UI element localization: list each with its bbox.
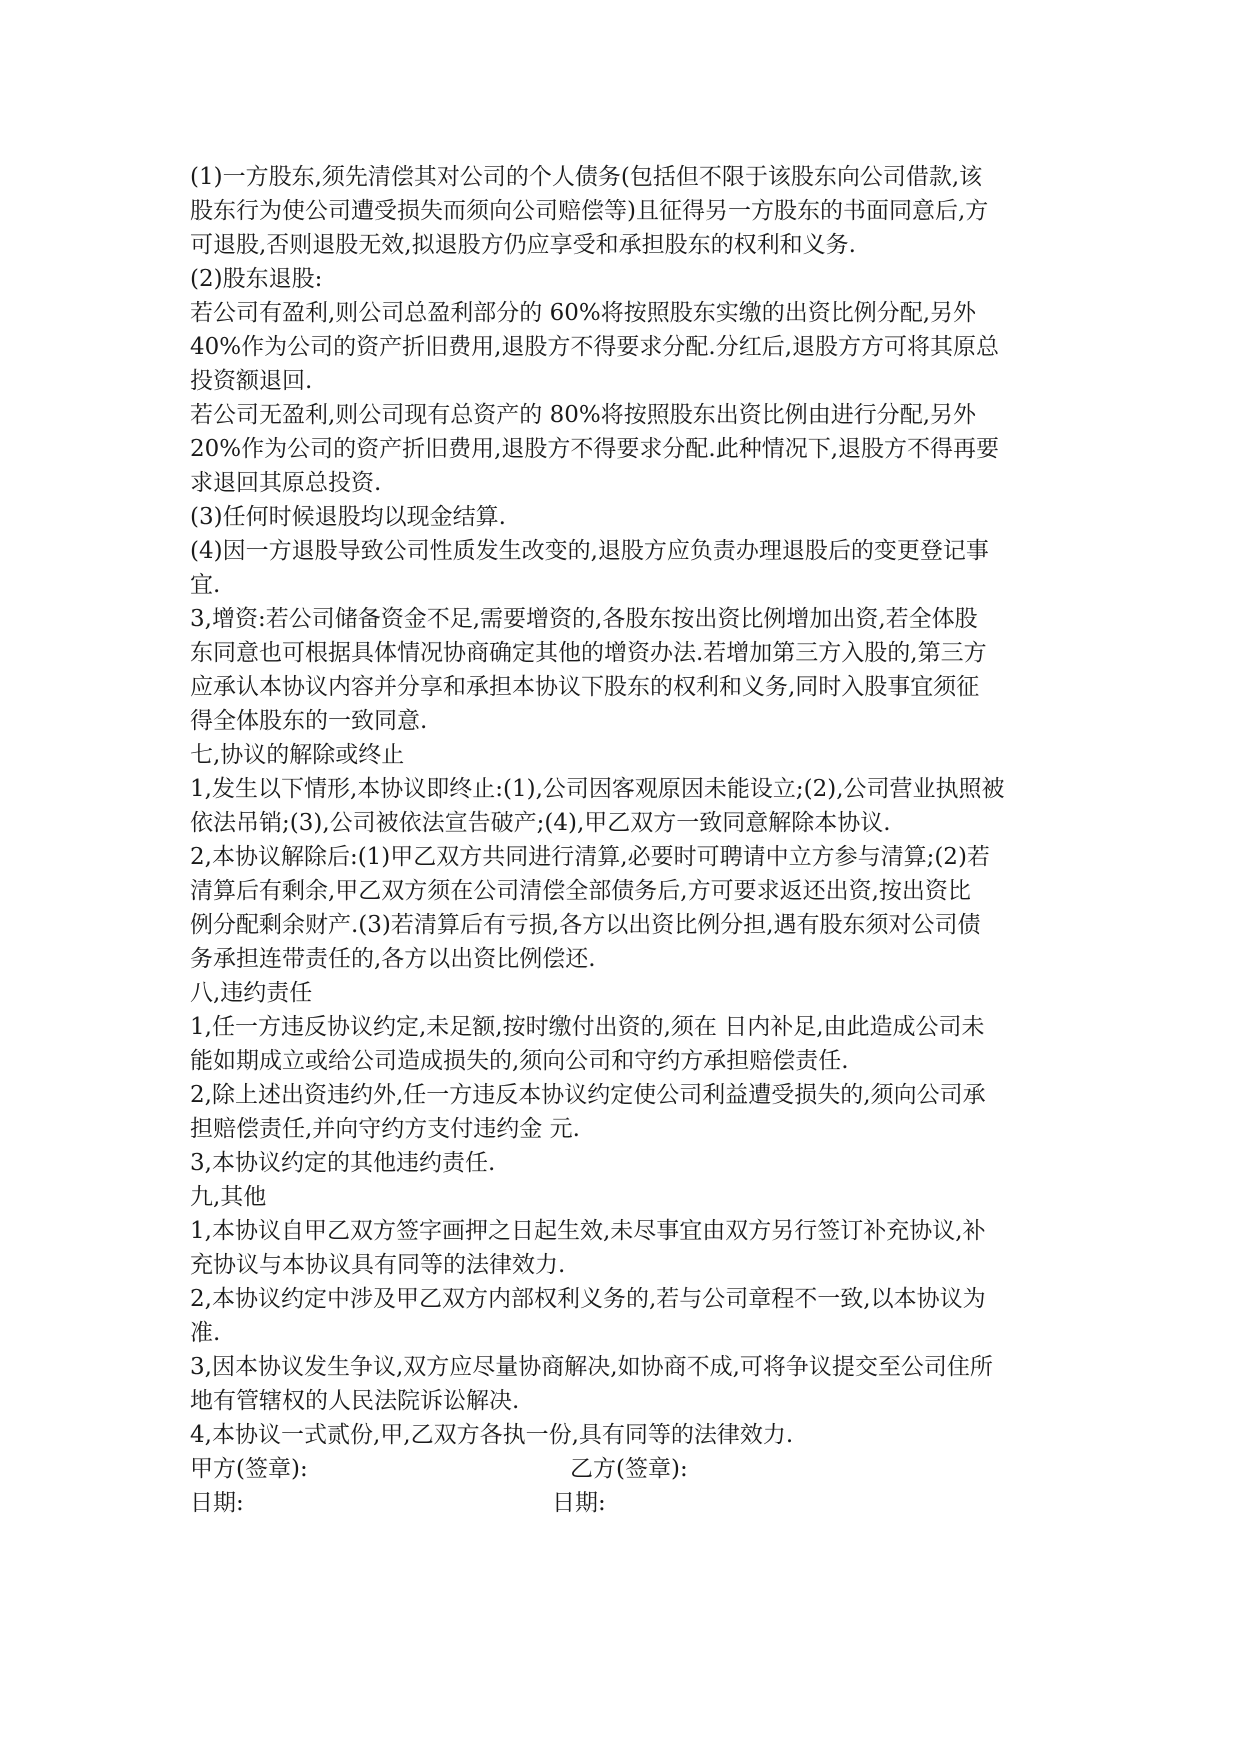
text-line: 准.: [190, 1320, 221, 1346]
party-a-signature-label: 甲方(签章):: [190, 1456, 308, 1482]
section-heading: 七,协议的解除或终止: [190, 742, 405, 768]
text-line: 2,除上述出资违约外,任一方违反本协议约定使公司利益遭受损失的,须向公司承: [190, 1082, 986, 1108]
text-line: 股东行为使公司遭受损失而须向公司赔偿等)且征得另一方股东的书面同意后,方: [190, 198, 989, 224]
signature-row: [190, 1452, 1070, 1486]
text-line: 宜.: [190, 572, 221, 598]
party-a-date-label: 日期:: [190, 1490, 244, 1516]
text-line: (1)一方股东,须先清偿其对公司的个人债务(包括但不限于该股东向公司借款,该: [190, 164, 983, 190]
text-line: 3,增资:若公司储备资金不足,需要增资的,各股东按出资比例增加出资,若全体股: [190, 606, 978, 632]
text-line: 东同意也可根据具体情况协商确定其他的增资办法.若增加第三方入股的,第三方: [190, 640, 987, 666]
section-heading: 八,违约责任: [190, 980, 313, 1006]
text-line: 2,本协议解除后:(1)甲乙双方共同进行清算,必要时可聘请中立方参与清算;(2)若: [190, 844, 990, 870]
text-line: 可退股,否则退股无效,拟退股方仍应享受和承担股东的权利和义务.: [190, 232, 856, 258]
text-line: 充协议与本协议具有同等的法律效力.: [190, 1252, 566, 1278]
text-line: 若公司有盈利,则公司总盈利部分的 60%将按照股东实缴的出资比例分配,另外: [190, 300, 977, 326]
text-line: 务承担连带责任的,各方以出资比例偿还.: [190, 946, 596, 972]
text-line: 1,任一方违反协议约定,未足额,按时缴付出资的,须在 日内补足,由此造成公司未: [190, 1014, 985, 1040]
text-line: (3)任何时候退股均以现金结算.: [190, 504, 506, 530]
text-line: 1,发生以下情形,本协议即终止:(1),公司因客观原因未能设立;(2),公司营业执照被: [190, 776, 1005, 802]
date-row: [190, 1486, 1070, 1520]
text-line: 地有管辖权的人民法院诉讼解决.: [190, 1388, 520, 1414]
text-line: 3,因本协议发生争议,双方应尽量协商解决,如协商不成,可将争议提交至公司住所: [190, 1354, 993, 1380]
document-body: [190, 160, 1070, 1520]
party-b-date-label: 日期:: [552, 1490, 606, 1516]
section-heading: 九,其他: [190, 1184, 267, 1210]
text-line: 例分配剩余财产.(3)若清算后有亏损,各方以出资比例分担,遇有股东须对公司债: [190, 912, 981, 938]
text-line: 40%作为公司的资产折旧费用,退股方不得要求分配.分红后,退股方方可将其原总: [190, 334, 1000, 360]
text-line: 3,本协议约定的其他违约责任.: [190, 1150, 496, 1176]
text-line: 清算后有剩余,甲乙双方须在公司清偿全部债务后,方可要求返还出资,按出资比: [190, 878, 971, 904]
text-line: (2)股东退股:: [190, 266, 323, 292]
party-b-signature-label: 乙方(签章):: [570, 1456, 688, 1482]
text-line: (4)因一方退股导致公司性质发生改变的,退股方应负责办理退股后的变更登记事: [190, 538, 989, 564]
text-line: 应承认本协议内容并分享和承担本协议下股东的权利和义务,同时入股事宜须征: [190, 674, 980, 700]
text-line: 求退回其原总投资.: [190, 470, 382, 496]
text-line: 依法吊销;(3),公司被依法宣告破产;(4),甲乙双方一致同意解除本协议.: [190, 810, 891, 836]
text-line: 投资额退回.: [190, 368, 313, 394]
text-line: 2,本协议约定中涉及甲乙双方内部权利义务的,若与公司章程不一致,以本协议为: [190, 1286, 986, 1312]
text-line: 担赔偿责任,并向守约方支付违约金 元.: [190, 1116, 580, 1142]
text-line: 能如期成立或给公司造成损失的,须向公司和守约方承担赔偿责任.: [190, 1048, 849, 1074]
text-line: 若公司无盈利,则公司现有总资产的 80%将按照股东出资比例由进行分配,另外: [190, 402, 977, 428]
text-line: 20%作为公司的资产折旧费用,退股方不得要求分配.此种情况下,退股方不得再要: [190, 436, 1000, 462]
text-line: 1,本协议自甲乙双方签字画押之日起生效,未尽事宜由双方另行签订补充协议,补: [190, 1218, 986, 1244]
text-line: 得全体股东的一致同意.: [190, 708, 428, 734]
text-line: 4,本协议一式贰份,甲,乙双方各执一份,具有同等的法律效力.: [190, 1422, 794, 1448]
